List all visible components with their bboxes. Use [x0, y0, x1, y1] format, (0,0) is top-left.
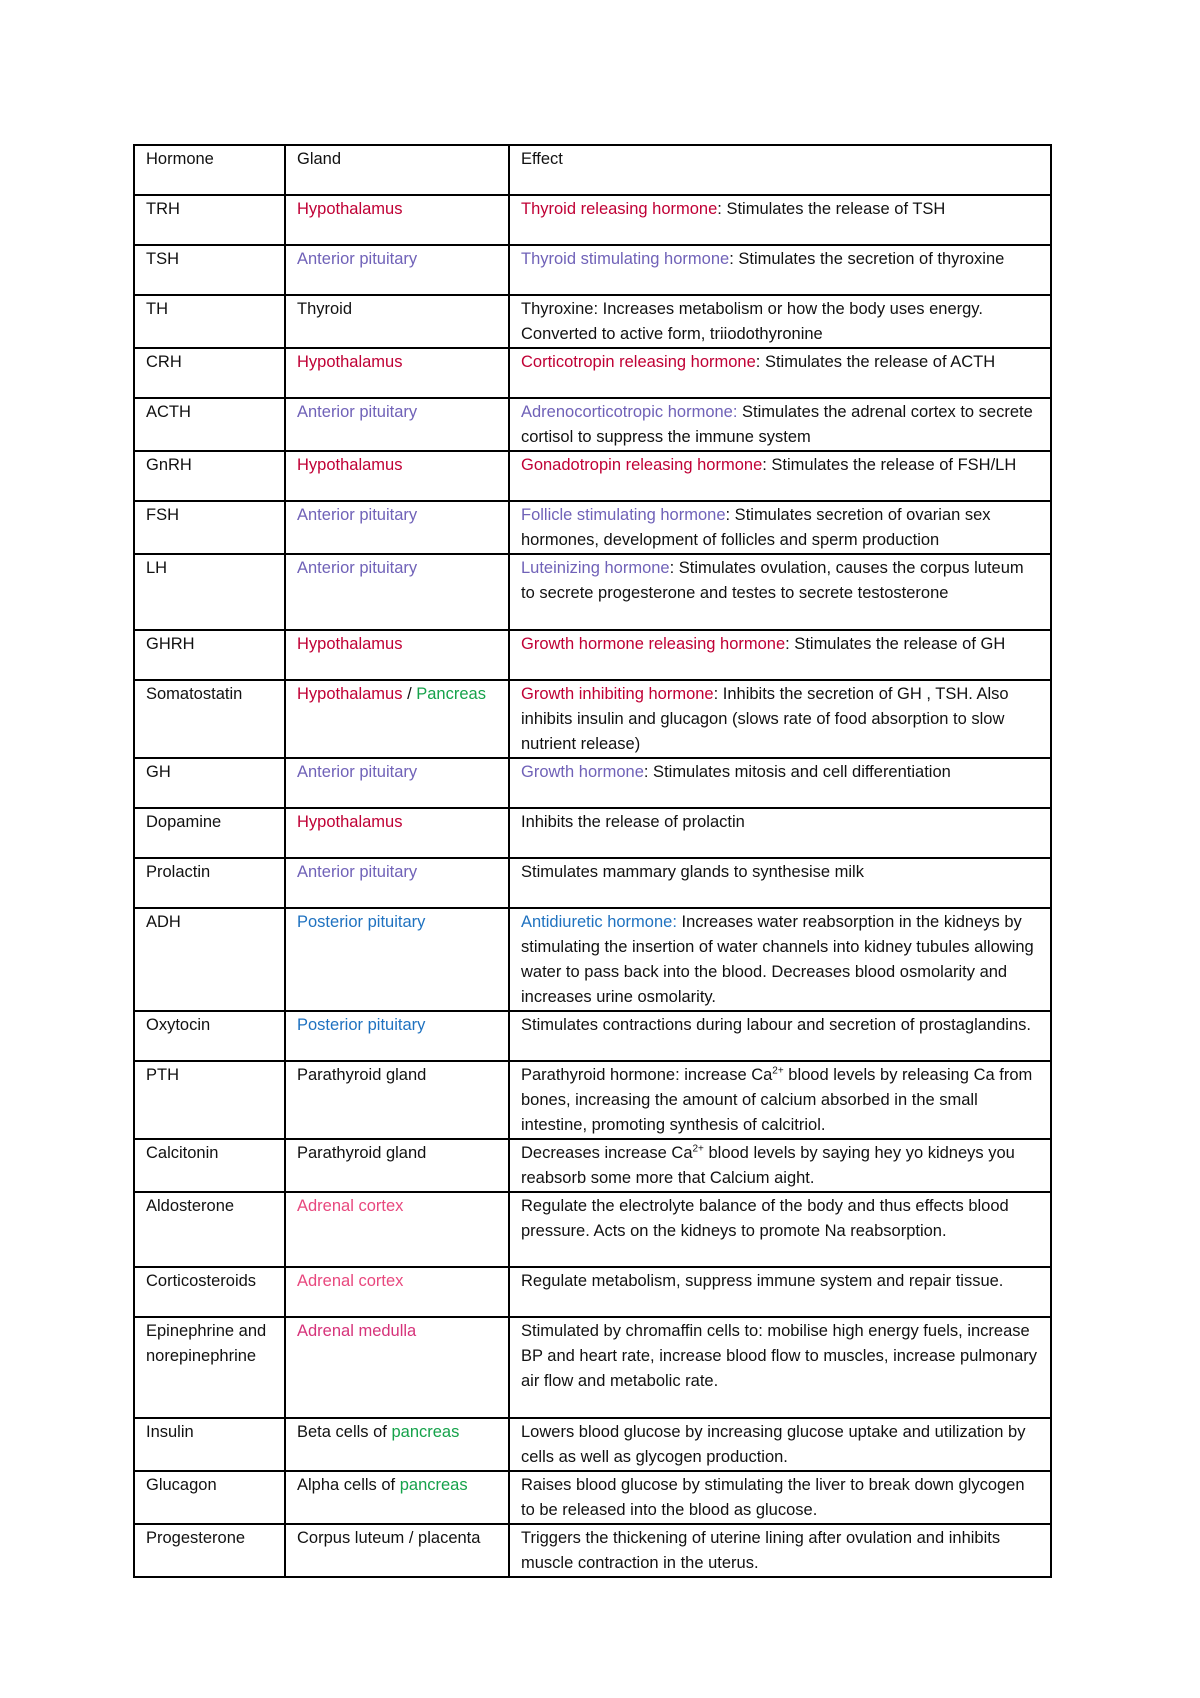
hormone-cell: Aldosterone	[134, 1192, 285, 1267]
hormone-cell: TRH	[134, 195, 285, 245]
effect-cell	[509, 908, 1051, 1011]
gland-cell	[285, 195, 509, 245]
effect-text: : Stimulates the release of TSH	[717, 200, 946, 218]
effect-text: Thyroid stimulating hormone	[521, 250, 730, 268]
gland-text: Hypothalamus	[297, 456, 403, 474]
table-row-dopamine	[134, 808, 1051, 858]
table-row-acth	[134, 398, 1051, 451]
effect-text: : Stimulates mitosis and cell differentiation	[643, 763, 951, 781]
effect-text: : Stimulates ovulation, causes the corpus luteum to secrete progesterone and testes to secrete testosterone	[521, 559, 1024, 602]
hormone-cell: Glucagon	[134, 1471, 285, 1524]
effect-text: Regulate the electrolyte balance of the body and thus effects blood pressure. Acts on the kidneys to promote Na reabsorption.	[521, 1197, 1009, 1240]
effect-text: Decreases increase Ca	[521, 1144, 693, 1162]
hormone-cell: GnRH	[134, 451, 285, 501]
effect-text: Thyroxine: Increases metabolism or how the body uses energy. Converted to active form, triiodothyronine	[521, 300, 983, 343]
hormone-cell: GH	[134, 758, 285, 808]
hormone-cell: Progesterone	[134, 1524, 285, 1577]
effect-cell	[509, 245, 1051, 295]
gland-text: Alpha cells of	[297, 1476, 400, 1494]
effect-text: Luteinizing hormone	[521, 559, 670, 577]
effect-text: Raises blood glucose by stimulating the liver to break down glycogen to be released into the blood as glucose.	[521, 1476, 1025, 1519]
gland-cell	[285, 1011, 509, 1061]
gland-text: Beta cells of	[297, 1423, 392, 1441]
gland-cell	[285, 908, 509, 1011]
hormone-cell: ACTH	[134, 398, 285, 451]
gland-cell	[285, 1418, 509, 1471]
effect-text: Follicle stimulating hormone	[521, 506, 726, 524]
effect-cell	[509, 1471, 1051, 1524]
table-row-aldosterone	[134, 1192, 1051, 1267]
effect-cell	[509, 1061, 1051, 1139]
gland-text: Pancreas	[416, 685, 486, 703]
table-row-tsh	[134, 245, 1051, 295]
effect-text: Gonadotropin releasing hormone	[521, 456, 763, 474]
table-row-adh	[134, 908, 1051, 1011]
table-row-lh	[134, 554, 1051, 630]
effect-text: Stimulates the adrenal cortex to secrete cortisol to suppress the immune system	[521, 403, 1033, 446]
gland-cell	[285, 348, 509, 398]
gland-text: Hypothalamus	[297, 200, 403, 218]
effect-text: : Stimulates secretion of ovarian sex hormones, development of follicles and sperm production	[521, 506, 991, 549]
effect-text: Inhibits the release of prolactin	[521, 813, 745, 831]
effect-cell	[509, 680, 1051, 758]
table-row-gnrh	[134, 451, 1051, 501]
gland-cell	[285, 295, 509, 348]
effect-text: : Stimulates the release of FSH/LH	[762, 456, 1017, 474]
header-effect: Effect	[509, 145, 1051, 195]
hormone-cell: GHRH	[134, 630, 285, 680]
gland-text: Anterior pituitary	[297, 763, 418, 781]
table-row-gh	[134, 758, 1051, 808]
effect-cell	[509, 1524, 1051, 1577]
gland-text: Hypothalamus	[297, 635, 403, 653]
table-row-fsh	[134, 501, 1051, 554]
gland-cell	[285, 554, 509, 630]
effect-cell	[509, 1317, 1051, 1418]
gland-cell	[285, 245, 509, 295]
header-gland: Gland	[285, 145, 509, 195]
effect-cell	[509, 1011, 1051, 1061]
gland-text: Parathyroid gland	[297, 1144, 427, 1162]
effect-text: Stimulated by chromaffin cells to: mobilise high energy fuels, increase BP and heart rate, increase blood flow to muscles, increase pulmonary air flow and metabolic rate.	[521, 1322, 1038, 1390]
hormone-cell: PTH	[134, 1061, 285, 1139]
gland-text: Anterior pituitary	[297, 506, 418, 524]
hormone-cell: Somatostatin	[134, 680, 285, 758]
effect-text: Growth hormone	[521, 763, 644, 781]
table-header-row	[134, 145, 1051, 195]
header-hormone: Hormone	[134, 145, 285, 195]
gland-text: pancreas	[399, 1476, 468, 1494]
effect-cell	[509, 630, 1051, 680]
gland-cell	[285, 680, 509, 758]
effect-cell	[509, 1418, 1051, 1471]
effect-text: : Stimulates the secretion of thyroxine	[729, 250, 1005, 268]
table-row-crh	[134, 348, 1051, 398]
table-row-pth	[134, 1061, 1051, 1139]
gland-text: Adrenal medulla	[297, 1322, 417, 1340]
gland-cell	[285, 630, 509, 680]
effect-cell	[509, 501, 1051, 554]
gland-text: Corpus luteum / placenta	[297, 1529, 481, 1547]
gland-text: Hypothalamus	[297, 685, 403, 703]
gland-text: Posterior pituitary	[297, 913, 426, 931]
hormone-cell: Insulin	[134, 1418, 285, 1471]
effect-cell	[509, 398, 1051, 451]
table-row-ghrh	[134, 630, 1051, 680]
effect-text: : Stimulates the release of ACTH	[755, 353, 996, 371]
gland-text: Hypothalamus	[297, 813, 403, 831]
effect-text: Lowers blood glucose by increasing glucose uptake and utilization by cells as well as glycogen production.	[521, 1423, 1026, 1466]
gland-text: Thyroid	[297, 300, 353, 318]
gland-text: Adrenal cortex	[297, 1197, 404, 1215]
gland-text: Adrenal cortex	[297, 1272, 404, 1290]
table-row-glucagon	[134, 1471, 1051, 1524]
hormone-cell: LH	[134, 554, 285, 630]
hormone-cell: Dopamine	[134, 808, 285, 858]
gland-cell	[285, 1267, 509, 1317]
hormone-cell: Calcitonin	[134, 1139, 285, 1192]
gland-cell	[285, 858, 509, 908]
table-row-progesterone	[134, 1524, 1051, 1577]
effect-text: Triggers the thickening of uterine lining after ovulation and inhibits muscle contraction in the uterus.	[521, 1529, 1001, 1572]
effect-cell	[509, 295, 1051, 348]
effect-text: 2+	[692, 1143, 704, 1155]
gland-text: /	[402, 685, 417, 703]
effect-cell	[509, 348, 1051, 398]
effect-cell	[509, 195, 1051, 245]
effect-cell	[509, 451, 1051, 501]
hormone-cell: Corticosteroids	[134, 1267, 285, 1317]
effect-text: blood levels by releasing Ca from bones, increasing the amount of calcium absorbed in the small intestine, promoting synthesis of calcitriol.	[521, 1066, 1033, 1134]
hormone-cell: TSH	[134, 245, 285, 295]
hormone-cell: ADH	[134, 908, 285, 1011]
effect-cell	[509, 554, 1051, 630]
gland-cell	[285, 1139, 509, 1192]
gland-text: Anterior pituitary	[297, 250, 418, 268]
hormone-cell: Oxytocin	[134, 1011, 285, 1061]
gland-cell	[285, 1471, 509, 1524]
effect-cell	[509, 1139, 1051, 1192]
table-row-insulin	[134, 1418, 1051, 1471]
gland-text: Posterior pituitary	[297, 1016, 426, 1034]
effect-text: Growth inhibiting hormone	[521, 685, 714, 703]
table-body	[134, 195, 1051, 1577]
table-row-trh	[134, 195, 1051, 245]
effect-cell	[509, 1192, 1051, 1267]
table-row-prolactin	[134, 858, 1051, 908]
gland-cell	[285, 1061, 509, 1139]
gland-text: Parathyroid gland	[297, 1066, 427, 1084]
table-row-somatostatin	[134, 680, 1051, 758]
effect-text: blood levels by saying hey yo kidneys you reabsorb some more that Calcium aight.	[521, 1144, 1015, 1187]
hormone-cell: FSH	[134, 501, 285, 554]
effect-cell	[509, 858, 1051, 908]
gland-text: Anterior pituitary	[297, 403, 418, 421]
gland-cell	[285, 501, 509, 554]
hormone-cell: TH	[134, 295, 285, 348]
effect-text: Parathyroid hormone: increase Ca	[521, 1066, 773, 1084]
gland-cell	[285, 1317, 509, 1418]
table-row-oxytocin	[134, 1011, 1051, 1061]
effect-cell	[509, 808, 1051, 858]
table-row-epinephrine	[134, 1317, 1051, 1418]
gland-cell	[285, 808, 509, 858]
effect-text: Stimulates contractions during labour and secretion of prostaglandins.	[521, 1016, 1031, 1034]
effect-text: Adrenocorticotropic hormone:	[521, 403, 738, 421]
gland-cell	[285, 398, 509, 451]
gland-text: Hypothalamus	[297, 353, 403, 371]
effect-text: Corticotropin releasing hormone	[521, 353, 756, 371]
gland-cell	[285, 451, 509, 501]
gland-text: Anterior pituitary	[297, 559, 418, 577]
hormone-table	[133, 144, 1052, 1578]
hormone-cell: Epinephrine and norepinephrine	[134, 1317, 285, 1418]
gland-cell	[285, 1192, 509, 1267]
table-row-calcitonin	[134, 1139, 1051, 1192]
effect-text: Increases water reabsorption in the kidneys by stimulating the insertion of water channels into kidney tubules allowing water to pass back into the blood. Decreases blood osmolarity and increases urine osmolarity.	[521, 913, 1034, 1006]
table-row-th	[134, 295, 1051, 348]
effect-cell	[509, 758, 1051, 808]
effect-cell	[509, 1267, 1051, 1317]
effect-text: Antidiuretic hormone:	[521, 913, 677, 931]
gland-cell	[285, 758, 509, 808]
effect-text: 2+	[772, 1065, 784, 1077]
table-row-corticosteroids	[134, 1267, 1051, 1317]
gland-text: pancreas	[391, 1423, 460, 1441]
hormone-cell: CRH	[134, 348, 285, 398]
gland-text: Anterior pituitary	[297, 863, 418, 881]
effect-text: Regulate metabolism, suppress immune system and repair tissue.	[521, 1272, 1004, 1290]
effect-text: Thyroid releasing hormone	[521, 200, 718, 218]
effect-text: Stimulates mammary glands to synthesise milk	[521, 863, 864, 881]
hormone-cell: Prolactin	[134, 858, 285, 908]
effect-text: : Stimulates the release of GH	[785, 635, 1006, 653]
effect-text: Growth hormone releasing hormone	[521, 635, 786, 653]
effect-text: : Inhibits the secretion of GH , TSH. Also inhibits insulin and glucagon (slows rate of food absorption to slow nutrient release)	[521, 685, 1009, 753]
gland-cell	[285, 1524, 509, 1577]
